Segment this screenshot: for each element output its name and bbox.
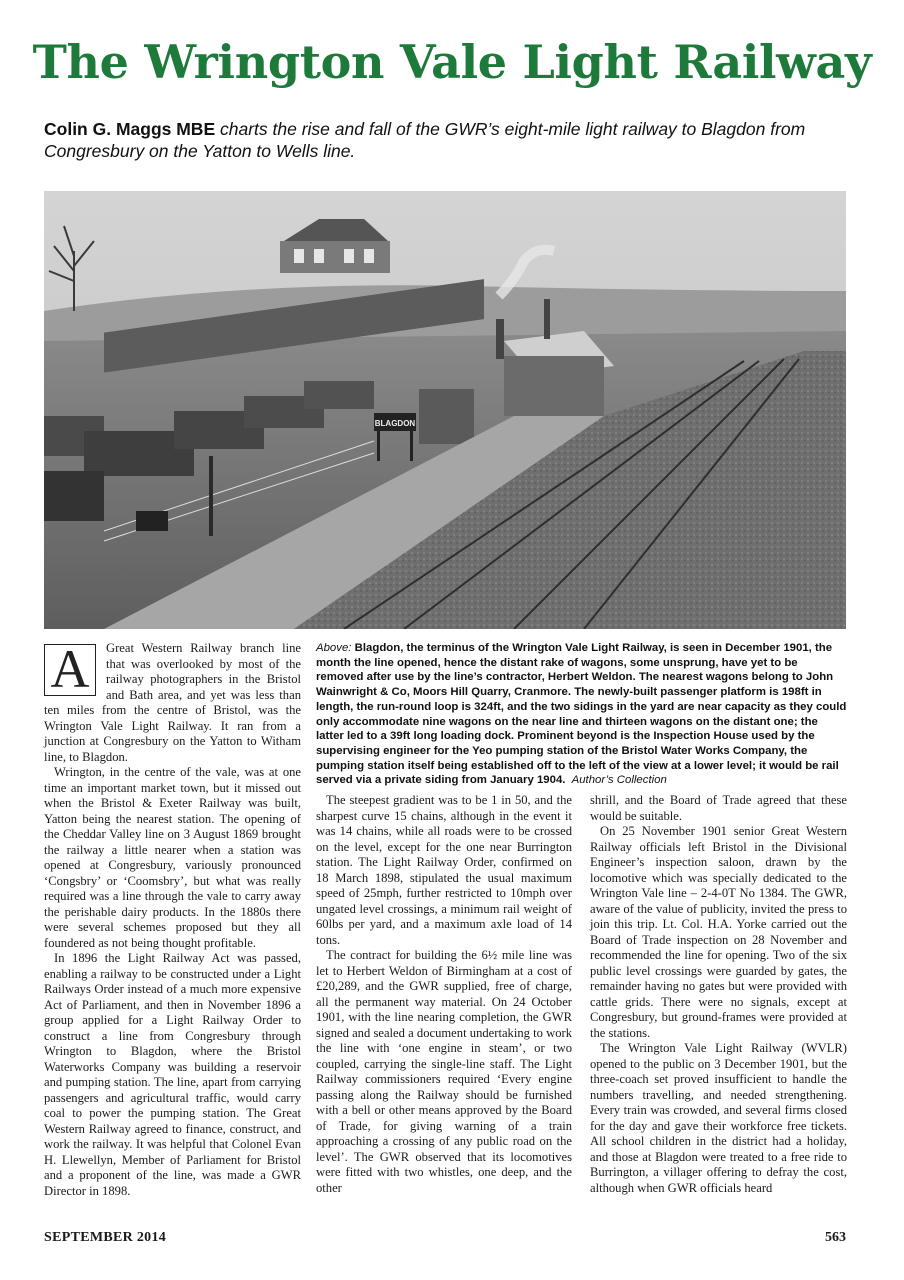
paragraph: The steepest gradient was to be 1 in 50, and the sharpest curve 15 chains, although in the event it was 14 chains, while all roads were to be crossed on the level, except for the one near Burrington station. The Light Railway Order, confirmed on 18 March 1898, stipulated the usual maximum speed of 25mph, further restricted to 10mph over ungated level crossings, a minimum rail weight of 60lbs per yard, and a maximum axle load of 14 tons. — [316, 793, 572, 947]
body-column-1 — [44, 641, 301, 1199]
caption-lead: Above: — [316, 642, 352, 654]
issue-date: SEPTEMBER 2014 — [44, 1230, 167, 1245]
paragraph: shrill, and the Board of Trade agreed that these would be suitable. — [590, 793, 847, 823]
page-number: 563 — [825, 1230, 846, 1245]
standfirst — [44, 118, 862, 162]
author-name: Colin G. Maggs MBE — [44, 119, 216, 139]
nameboard-text: BLAGDON — [374, 419, 416, 428]
platform-trolley — [136, 511, 168, 531]
platform-lamp — [209, 456, 213, 536]
photo-credit: Author’s Collection — [571, 774, 667, 787]
paragraph: Wrington, in the centre of the vale, was at one time an important market town, but it missed out when the Bristol & Exeter Railway was built, Yatton being the nearest station. The opening of the Cheddar Valley line on 3 August 1869 brought the railway a little nearer when a station was opened at Congresbury, variously pronounced ‘Congsbry’ or ‘Coomsbry’, but what was really required was a line through the vale to carry away the perishable dairy products. In the 1880s there were several schemes proposed but they all foundered as not being thought profitable. — [44, 765, 301, 950]
standfirst-text: charts the rise and fall of the GWR’s eight-mile light railway to Blagdon from Congresbury on the Yatton to Wells line. — [44, 119, 806, 161]
paragraph: On 25 November 1901 senior Great Western Railway officials left Bristol in the Divisional Engineer’s inspection saloon, drawn by the locomotive which was specially dedicated to the Wrington Vale line – 2-4-0T No 1384. The GWR, aware of the value of publicity, invited the press to join this trip. Lt. Col. H.A. Yorke carried out the Board of Trade inspection on 28 November and recommended the line for opening. Two of the six public level crossings were guarded by gates, the remainder having no gates but were provided with cattle grids. There were no signals, except at Congresbury, but ground-frames were provided at the stations. — [590, 824, 847, 1040]
paragraph: In 1896 the Light Railway Act was passed, enabling a railway to be constructed under a Light Railways Order instead of a much more expensive Act of Parliament, and then in November 1896 a group applied for a Light Railway Order to construct a line from Congresbury through Wrington to Blagdon, where the Bristol Waterworks Company was building a reservoir and pumping station. The line, apart from carrying passengers and agricultural traffic, would carry coal to power the pumping station. The Great Western Railway agreed to finance, construct, and work the railway. It was helpful that Colonel Evan H. Llewellyn, Member of Parliament for Bristol and a proponent of the line, was made a GWR Director in 1898. — [44, 951, 301, 1198]
paragraph: The Wrington Vale Light Railway (WVLR) opened to the public on 3 December 1901, but the three-coach set proved insufficient to handle the numbers travelling, and needed strengthening. Every train was crowded, and several firms closed for the day and gave their workforce free tickets. All school children in the district had a holiday, and those at Blagdon were treated to a free ride to Burrington, a villager offering to defray the cost, although when GWR officials heard — [590, 1041, 847, 1195]
paragraph — [44, 641, 301, 765]
caption-body: Blagdon, the terminus of the Wrington Vale Light Railway, is seen in December 1901, the month the line opened, hence the distant rake of wagons, some unsprung, have yet to be removed after use by the line’s contractor, Herbert Weldon. The nearest wagons belong to John Wainwright & Co, Moors Hill Quarry, Cranmore. The newly-built passenger platform is 198ft in length, the run-round loop is 324ft, and the two sidings in the yard are near capacity as they could only accommodate nine wagons on the near line and thirteen wagons on the distant one; the latter led to a 39ft long loading dock. Prominent beyond is the Inspection House used by the supervising engineer for the Yeo pumping station of the Bristol Water Works Company, the pumping station itself being established off to the left of the view at a lower level; it would be rail served via a private siding from January 1904. — [316, 642, 847, 787]
article-title: The Wrington Vale Light Railway — [32, 35, 872, 89]
photo-caption — [316, 641, 848, 788]
blagdon-station-photo — [44, 191, 846, 629]
body-column-3 — [590, 793, 847, 1196]
body-column-2 — [316, 793, 572, 1196]
drop-cap: A — [44, 644, 96, 696]
photo-illustration — [44, 191, 846, 629]
paragraph-text: Great Western Railway branch line that was overlooked by most of the railway photographers in the Bristol and Bath area, and yet was less than ten miles from the centre of Bristol, was the Wrington Vale Light Railway. It ran from a junction at Congresbury on the Yatton to Witham line, to Blagdon. — [44, 641, 301, 764]
paragraph: The contract for building the 6½ mile line was let to Herbert Weldon of Birmingham at a cost of £20,289, and the GWR supplied, free of charge, all the permanent way material. On 24 October 1901, with the line nearing completion, the GWR signed and sealed a document undertaking to work the line with ‘one engine in steam’, or two coupled, carrying the single-line staff. The Light Railway commissioners required ‘Every engine passing along the Railway should be furnished with a bell or other means approved by the Board of Trade, for giving warning of a train approaching a crossing of any public road on the level’. The GWR observed that its locomotives were fitted with two whistles, one deep, and the other — [316, 948, 572, 1195]
